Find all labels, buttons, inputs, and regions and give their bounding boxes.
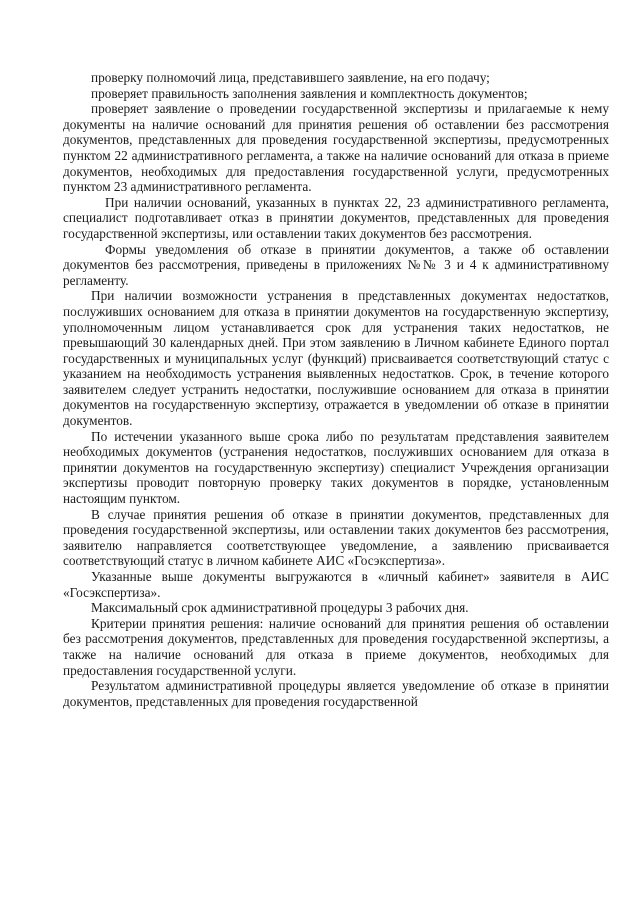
paragraph: проверку полномочий лица, представившего заявление, на его подачу; [91, 70, 490, 85]
paragraph: Результатом административной процедуры является уведомление об отказе в принятии документов, представленных для проведения государственной [63, 678, 609, 709]
paragraph: При наличии возможности устранения в представленных документах недостатков, послуживших основанием для отказа в принятии документов на государственную экспертизу, уполномоченным лицом устанавливается срок для устранения таких недостатков, не превышающий 30 календарных дней. При этом заявлению в Личном кабинете Единого портал государственных и муниципальных услуг (функций) присваивается соответствующий статус с указанием на необходимость устранения выявленных недостатков. Срок, в течение которого заявителем следует устранить недостатки, послужившие основанием для отказа в принятии документов на государственную экспертизу, отражается в уведомлении об отказе в принятии документов. [63, 288, 609, 429]
paragraph: В случае принятия решения об отказе в принятии документов, представленных для проведения государственной экспертизы, или оставлении таких документов без рассмотрения, заявителю направляется соответствующее уведомление, а заявлению присваивается соответствующий статус в личном кабинете АИС «Госэкспертиза». [63, 506, 609, 569]
document-body [63, 70, 609, 709]
paragraph: Указанные выше документы выгружаются в «личный кабинет» заявителя в АИС «Госэкспертиза». [63, 569, 609, 600]
paragraph: По истечении указанного выше срока либо по результатам представления заявителем необходимых документов (устранения недостатков, послуживших основанием для отказа в принятии документов на государственную экспертизу) специалист Учреждения организации экспертизы проводит повторную проверку таких документов в порядке, установленным настоящим пунктом. [63, 428, 609, 507]
paragraph: Формы уведомления об отказе в принятии документов, а также об оставлении документов без рассмотрения, приведены в приложениях №№ 3 и 4 к административному регламенту. [63, 241, 609, 288]
paragraph: Критерии принятия решения: наличие оснований для принятия решения об оставлении без рассмотрения документов, представленных для проведения государственной экспертизы, а также на наличие оснований для отказа в приеме документов, необходимых для предоставления государственной услуги. [63, 615, 609, 678]
paragraph: Максимальный срок административной процедуры 3 рабочих дня. [91, 600, 469, 616]
paragraph: При наличии оснований, указанных в пунктах 22, 23 административного регламента, специалист подготавливает отказ в принятии документов, представленных для проведения государственной экспертизы, или оставлении таких документов без рассмотрения. [63, 194, 609, 241]
paragraph: проверяет заявление о проведении государственной экспертизы и прилагаемые к нему документы на наличие оснований для принятия решения об оставлении без рассмотрения документов, представленных для проведения государственной экспертизы, предусмотренных пунктом 22 административного регламента, а также на наличие оснований для отказа в приеме документов, необходимых для предоставления государственной услуги, предусмотренных пунктом 23 административного регламента. [63, 101, 609, 195]
paragraph: проверяет правильность заполнения заявления и комплектность документов; [91, 85, 528, 101]
